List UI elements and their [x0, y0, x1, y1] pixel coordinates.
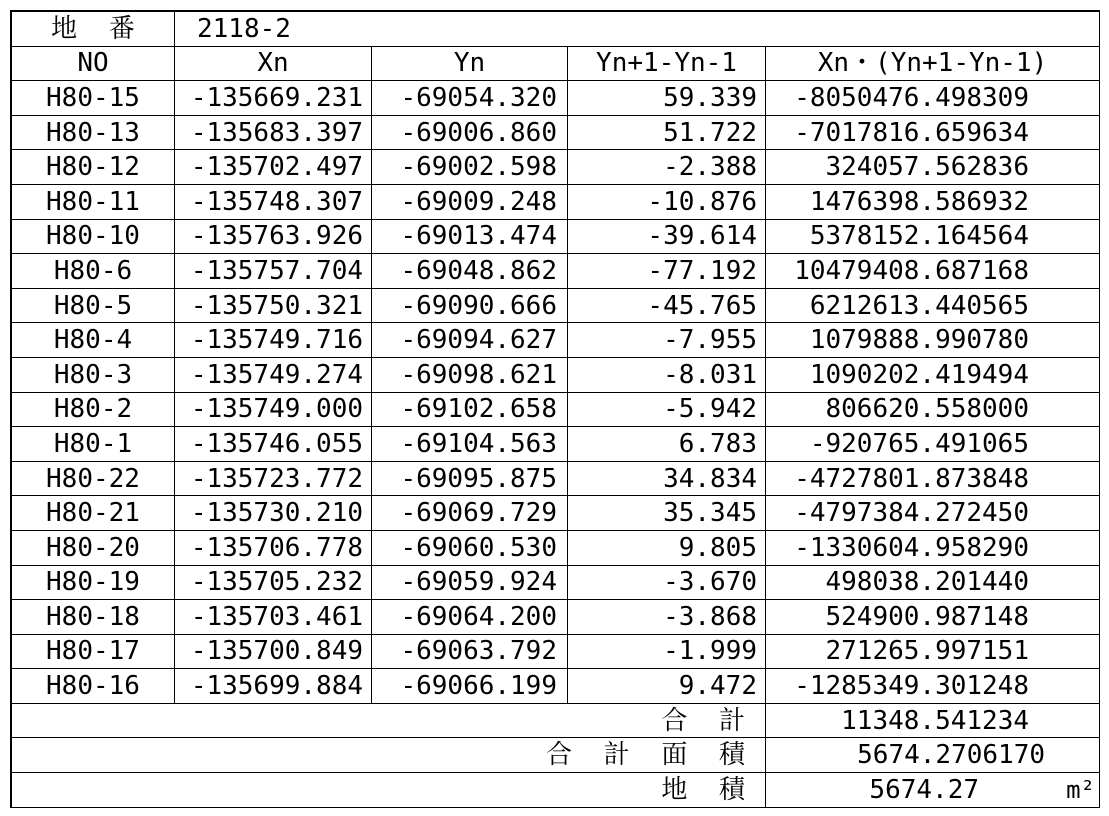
cell-yn: -69063.792: [372, 635, 568, 670]
parcel-label: 地 番: [12, 12, 175, 47]
header-xn: Xn: [175, 47, 372, 82]
cell-no: H80-17: [12, 635, 175, 670]
cell-xn: -135705.232: [175, 566, 372, 601]
cell-product: -7017816.659634: [766, 116, 1100, 151]
table-row: [12, 600, 1100, 635]
cell-dy: -5.942: [568, 393, 766, 428]
header-product: Xn・(Yn+1-Yn-1): [766, 47, 1100, 82]
area-total-row: [12, 738, 1100, 773]
cell-product: 324057.562836: [766, 150, 1100, 185]
cell-xn: -135723.772: [175, 462, 372, 497]
cell-yn: -69095.875: [372, 462, 568, 497]
cell-product: 5378152.164564: [766, 220, 1100, 255]
table-row: [12, 496, 1100, 531]
cell-product: 10479408.687168: [766, 254, 1100, 289]
cell-dy: 59.339: [568, 81, 766, 116]
cell-xn: -135703.461: [175, 600, 372, 635]
cell-dy: 51.722: [568, 116, 766, 151]
area-row: [12, 773, 1100, 808]
cell-product: 1079888.990780: [766, 323, 1100, 358]
cell-dy: 9.472: [568, 669, 766, 704]
cell-dy: -45.765: [568, 289, 766, 324]
area-cell: [766, 773, 1100, 808]
cell-dy: -8.031: [568, 358, 766, 393]
cell-yn: -69094.627: [372, 323, 568, 358]
cell-xn: -135746.055: [175, 427, 372, 462]
cell-xn: -135749.716: [175, 323, 372, 358]
cell-yn: -69102.658: [372, 393, 568, 428]
cell-xn: -135700.849: [175, 635, 372, 670]
cell-no: H80-19: [12, 566, 175, 601]
cell-dy: 35.345: [568, 496, 766, 531]
cell-no: H80-12: [12, 150, 175, 185]
cell-no: H80-21: [12, 496, 175, 531]
cell-xn: -135702.497: [175, 150, 372, 185]
cell-product: -920765.491065: [766, 427, 1100, 462]
table-row: [12, 81, 1100, 116]
cell-no: H80-3: [12, 358, 175, 393]
cell-yn: -69060.530: [372, 531, 568, 566]
total-label: 合 計: [12, 704, 766, 739]
header-no: NO: [12, 47, 175, 82]
cell-product: -4727801.873848: [766, 462, 1100, 497]
area-calculation-table: [10, 10, 1100, 808]
cell-yn: -69002.598: [372, 150, 568, 185]
cell-xn: -135750.321: [175, 289, 372, 324]
cell-yn: -69048.862: [372, 254, 568, 289]
table-row: [12, 289, 1100, 324]
table-row: [12, 393, 1100, 428]
table-row: [12, 462, 1100, 497]
cell-dy: -39.614: [568, 220, 766, 255]
cell-yn: -69069.729: [372, 496, 568, 531]
cell-yn: -69104.563: [372, 427, 568, 462]
header-dy: Yn+1-Yn-1: [568, 47, 766, 82]
cell-product: 524900.987148: [766, 600, 1100, 635]
cell-product: 1090202.419494: [766, 358, 1100, 393]
cell-dy: -7.955: [568, 323, 766, 358]
table-row: [12, 566, 1100, 601]
cell-xn: -135669.231: [175, 81, 372, 116]
table-row: [12, 150, 1100, 185]
table-row: [12, 220, 1100, 255]
cell-no: H80-10: [12, 220, 175, 255]
cell-no: H80-1: [12, 427, 175, 462]
header-yn: Yn: [372, 47, 568, 82]
cell-dy: -3.868: [568, 600, 766, 635]
cell-yn: -69090.666: [372, 289, 568, 324]
cell-yn: -69064.200: [372, 600, 568, 635]
cell-xn: -135749.000: [175, 393, 372, 428]
cell-no: H80-5: [12, 289, 175, 324]
cell-no: H80-22: [12, 462, 175, 497]
table-row: [12, 531, 1100, 566]
cell-product: 498038.201440: [766, 566, 1100, 601]
cell-no: H80-6: [12, 254, 175, 289]
table-row: [12, 427, 1100, 462]
cell-xn: -135683.397: [175, 116, 372, 151]
cell-dy: -10.876: [568, 185, 766, 220]
cell-yn: -69006.860: [372, 116, 568, 151]
total-row: [12, 704, 1100, 739]
total-value: 11348.541234: [766, 704, 1100, 739]
cell-dy: 9.805: [568, 531, 766, 566]
cell-xn: -135699.884: [175, 669, 372, 704]
cell-xn: -135757.704: [175, 254, 372, 289]
cell-dy: -2.388: [568, 150, 766, 185]
cell-xn: -135730.210: [175, 496, 372, 531]
cell-xn: -135706.778: [175, 531, 372, 566]
cell-dy: -3.670: [568, 566, 766, 601]
cell-product: 271265.997151: [766, 635, 1100, 670]
area-value: 5674.27: [869, 774, 979, 805]
cell-no: H80-18: [12, 600, 175, 635]
table-row: [12, 669, 1100, 704]
cell-yn: -69013.474: [372, 220, 568, 255]
table-row: [12, 116, 1100, 151]
cell-product: 6212613.440565: [766, 289, 1100, 324]
cell-yn: -69066.199: [372, 669, 568, 704]
cell-no: H80-13: [12, 116, 175, 151]
cell-product: -4797384.272450: [766, 496, 1100, 531]
table-row: [12, 254, 1100, 289]
cell-product: -1285349.301248: [766, 669, 1100, 704]
cell-product: -8050476.498309: [766, 81, 1100, 116]
cell-no: H80-2: [12, 393, 175, 428]
cell-no: H80-20: [12, 531, 175, 566]
data-rows: [12, 81, 1100, 704]
parcel-row: [12, 12, 1100, 47]
cell-dy: -77.192: [568, 254, 766, 289]
cell-no: H80-4: [12, 323, 175, 358]
cell-dy: 34.834: [568, 462, 766, 497]
table-row: [12, 358, 1100, 393]
table-row: [12, 323, 1100, 358]
area-total-label: 合 計 面 積: [12, 738, 766, 773]
cell-product: -1330604.958290: [766, 531, 1100, 566]
table-row: [12, 635, 1100, 670]
header-row: [12, 47, 1100, 82]
cell-no: H80-16: [12, 669, 175, 704]
cell-no: H80-11: [12, 185, 175, 220]
area-unit: m²: [1066, 775, 1095, 804]
table-row: [12, 185, 1100, 220]
cell-product: 1476398.586932: [766, 185, 1100, 220]
cell-xn: -135749.274: [175, 358, 372, 393]
parcel-number: 2118-2: [175, 12, 1100, 47]
cell-yn: -69009.248: [372, 185, 568, 220]
cell-yn: -69059.924: [372, 566, 568, 601]
area-total-value: 5674.2706170: [766, 738, 1100, 773]
cell-xn: -135763.926: [175, 220, 372, 255]
cell-yn: -69098.621: [372, 358, 568, 393]
cell-dy: -1.999: [568, 635, 766, 670]
area-label: 地 積: [12, 773, 766, 808]
cell-product: 806620.558000: [766, 393, 1100, 428]
cell-dy: 6.783: [568, 427, 766, 462]
cell-xn: -135748.307: [175, 185, 372, 220]
cell-no: H80-15: [12, 81, 175, 116]
cell-yn: -69054.320: [372, 81, 568, 116]
